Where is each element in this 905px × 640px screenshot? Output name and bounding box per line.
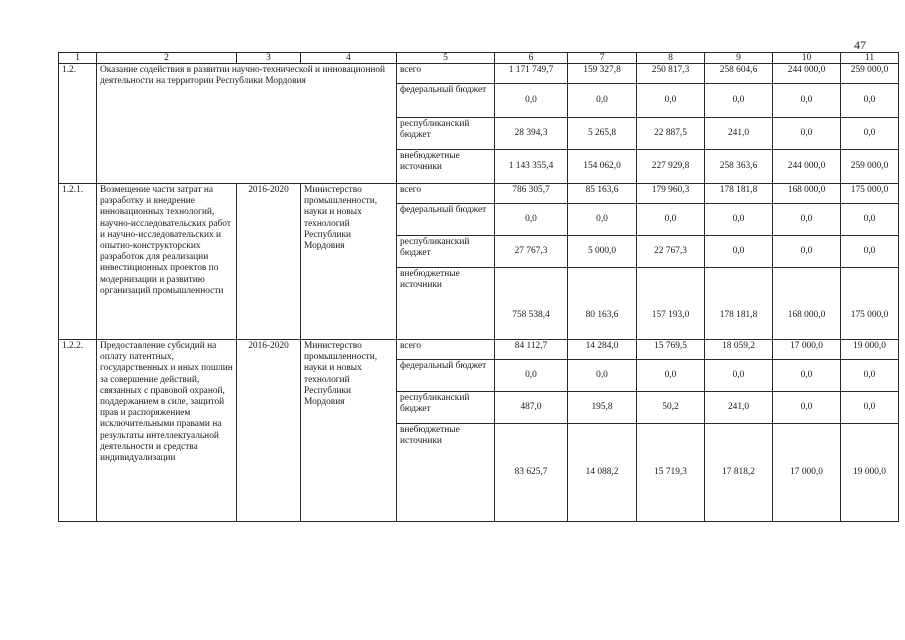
column-header: 10 <box>773 53 841 64</box>
source-federal: федеральный бюджет <box>397 360 495 392</box>
value-cell: 0,0 <box>705 204 773 236</box>
value-cell: 179 960,3 <box>637 184 705 204</box>
value-cell: 1 143 355,4 <box>495 150 568 184</box>
value-cell: 80 163,6 <box>568 268 637 340</box>
source-total: всего <box>397 340 495 360</box>
value-cell: 0,0 <box>841 360 899 392</box>
value-cell: 83 625,7 <box>495 424 568 522</box>
table-row <box>59 184 899 204</box>
value-cell: 19 000,0 <box>841 424 899 522</box>
value-cell: 84 112,7 <box>495 340 568 360</box>
value-cell: 50,2 <box>637 392 705 424</box>
value-cell: 27 767,3 <box>495 236 568 268</box>
value-cell: 195,8 <box>568 392 637 424</box>
value-cell: 250 817,3 <box>637 64 705 84</box>
budget-table <box>58 52 899 522</box>
value-cell: 175 000,0 <box>841 268 899 340</box>
item-period: 2016-2020 <box>237 340 301 522</box>
value-cell: 244 000,0 <box>773 150 841 184</box>
column-header: 1 <box>59 53 97 64</box>
table-row <box>59 340 899 360</box>
value-cell: 14 088,2 <box>568 424 637 522</box>
item-code: 1.2. <box>59 64 97 184</box>
value-cell: 1 171 749,7 <box>495 64 568 84</box>
item-executor: Министерство промышленности, науки и новых технологий Республики Мордовия <box>301 340 397 522</box>
value-cell: 0,0 <box>773 360 841 392</box>
value-cell: 14 284,0 <box>568 340 637 360</box>
value-cell: 0,0 <box>637 204 705 236</box>
source-extra: внебюджетные источники <box>397 424 495 522</box>
item-executor: Министерство промышленности, науки и новых технологий Республики Мордовия <box>301 184 397 340</box>
source-federal: федеральный бюджет <box>397 204 495 236</box>
value-cell: 15 719,3 <box>637 424 705 522</box>
item-name: Возмещение части затрат на разработку и внедрение инновационных технологий, научно-исследовательских работ и научно-исследовательских и опытно-конструкторских разработок для реализации инвестиционных проектов по модернизации и развитию организаций промышленности <box>97 184 237 340</box>
source-total: всего <box>397 64 495 84</box>
value-cell: 0,0 <box>773 204 841 236</box>
value-cell: 0,0 <box>637 360 705 392</box>
value-cell: 157 193,0 <box>637 268 705 340</box>
item-period: 2016-2020 <box>237 184 301 340</box>
source-federal: федеральный бюджет <box>397 84 495 118</box>
value-cell: 0,0 <box>568 204 637 236</box>
value-cell: 258 604,6 <box>705 64 773 84</box>
value-cell: 258 363,6 <box>705 150 773 184</box>
source-extra: внебюджетные источники <box>397 150 495 184</box>
value-cell: 0,0 <box>495 360 568 392</box>
value-cell: 168 000,0 <box>773 268 841 340</box>
value-cell: 0,0 <box>637 84 705 118</box>
value-cell: 259 000,0 <box>841 150 899 184</box>
source-republican: республиканский бюджет <box>397 236 495 268</box>
column-header: 6 <box>495 53 568 64</box>
value-cell: 0,0 <box>773 236 841 268</box>
column-header: 11 <box>841 53 899 64</box>
item-name: Предоставление субсидий на оплату патентных, государственных и иных пошлин за совершение действий, связанных с правовой охраной, поддержанием в силе, защитой прав и распоряжением исключительными правами на результаты интеллектуальной деятельности и средства индивидуализации <box>97 340 237 522</box>
source-extra: внебюджетные источники <box>397 268 495 340</box>
value-cell: 0,0 <box>705 84 773 118</box>
value-cell: 85 163,6 <box>568 184 637 204</box>
value-cell: 17 818,2 <box>705 424 773 522</box>
value-cell: 0,0 <box>841 204 899 236</box>
value-cell: 0,0 <box>495 84 568 118</box>
value-cell: 241,0 <box>705 392 773 424</box>
table-row <box>59 64 899 84</box>
column-header: 9 <box>705 53 773 64</box>
value-cell: 244 000,0 <box>773 64 841 84</box>
column-header: 5 <box>397 53 495 64</box>
value-cell: 178 181,8 <box>705 184 773 204</box>
value-cell: 0,0 <box>773 392 841 424</box>
column-header: 8 <box>637 53 705 64</box>
value-cell: 0,0 <box>568 84 637 118</box>
item-code: 1.2.1. <box>59 184 97 340</box>
value-cell: 175 000,0 <box>841 184 899 204</box>
value-cell: 0,0 <box>841 84 899 118</box>
value-cell: 0,0 <box>841 236 899 268</box>
value-cell: 0,0 <box>705 360 773 392</box>
item-name: Оказание содействия в развитии научно-технической и инновационной деятельности на территории Республики Мордовия <box>97 64 397 184</box>
value-cell: 5 265,8 <box>568 118 637 150</box>
value-cell: 19 000,0 <box>841 340 899 360</box>
column-header: 3 <box>237 53 301 64</box>
value-cell: 28 394,3 <box>495 118 568 150</box>
value-cell: 15 769,5 <box>637 340 705 360</box>
value-cell: 168 000,0 <box>773 184 841 204</box>
value-cell: 5 000,0 <box>568 236 637 268</box>
value-cell: 0,0 <box>773 118 841 150</box>
value-cell: 241,0 <box>705 118 773 150</box>
source-republican: республиканский бюджет <box>397 118 495 150</box>
column-header: 2 <box>97 53 237 64</box>
value-cell: 487,0 <box>495 392 568 424</box>
column-header: 4 <box>301 53 397 64</box>
column-header: 7 <box>568 53 637 64</box>
value-cell: 0,0 <box>568 360 637 392</box>
value-cell: 178 181,8 <box>705 268 773 340</box>
value-cell: 154 062,0 <box>568 150 637 184</box>
column-number-row <box>59 53 899 64</box>
value-cell: 227 929,8 <box>637 150 705 184</box>
page-number: 47 <box>854 38 866 52</box>
value-cell: 0,0 <box>773 84 841 118</box>
value-cell: 22 887,5 <box>637 118 705 150</box>
value-cell: 18 059,2 <box>705 340 773 360</box>
value-cell: 0,0 <box>841 118 899 150</box>
value-cell: 259 000,0 <box>841 64 899 84</box>
value-cell: 159 327,8 <box>568 64 637 84</box>
value-cell: 22 767,3 <box>637 236 705 268</box>
item-code: 1.2.2. <box>59 340 97 522</box>
value-cell: 0,0 <box>841 392 899 424</box>
source-total: всего <box>397 184 495 204</box>
value-cell: 758 538,4 <box>495 268 568 340</box>
source-republican: республиканский бюджет <box>397 392 495 424</box>
value-cell: 0,0 <box>705 236 773 268</box>
value-cell: 0,0 <box>495 204 568 236</box>
value-cell: 17 000,0 <box>773 340 841 360</box>
value-cell: 786 305,7 <box>495 184 568 204</box>
value-cell: 17 000,0 <box>773 424 841 522</box>
